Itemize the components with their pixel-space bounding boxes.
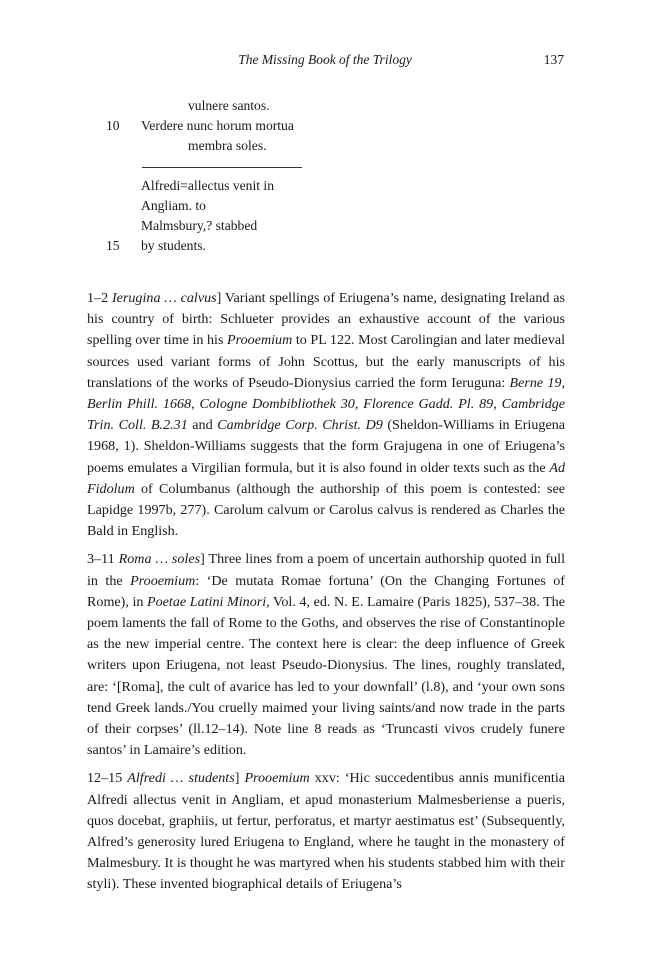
running-title: The Missing Book of the Trilogy	[238, 52, 412, 67]
note-text: ] Three lines from a poem of uncertain authorship quoted in full in the	[87, 551, 565, 589]
italic-text: Roma … soles	[118, 551, 201, 568]
italic-text: Prooemium	[227, 332, 293, 349]
page-number: 137	[543, 52, 564, 67]
poem-line-text: membra soles.	[188, 138, 267, 153]
commentary-note	[87, 768, 565, 895]
poem-line-text: Angliam. to	[141, 198, 206, 213]
note-text: ,	[561, 374, 565, 391]
note-text: 12–15	[87, 770, 128, 787]
note-text: to PL 122. Most Carolingian and later medieval sources used variant forms of John Scottus, but the early manuscripts of his translations of the works of Pseudo-Dionysius carried the form Ieruguna:	[87, 332, 566, 391]
poem-line-text: by students.	[141, 238, 206, 253]
italic-text: Berlin Phill. 1668	[87, 396, 192, 413]
note-text: (Sheldon-Williams in Eriugena 1968, 1). Sheldon-Williams suggests that the form Grajugena in one of Eriugena’s poems emulates a Virgilian formula, but it is also found in older texts such as the	[87, 417, 565, 476]
italic-text: Cambridge Corp. Christ. D9	[217, 417, 383, 434]
poem-line-text: Verdere nunc horum mortua	[141, 118, 294, 133]
poem-line-text: vulnere santos.	[188, 98, 270, 113]
italic-text: Berne 19	[509, 374, 562, 391]
italic-text: Cologne Dombibliothek 30	[199, 396, 355, 413]
note-text: : ‘De mutata Romae fortuna’ (On the Changing Fortunes of Rome), in	[87, 572, 565, 610]
poem-line	[0, 176, 650, 196]
note-text: ,	[354, 396, 364, 413]
note-text: 3–11	[87, 551, 119, 568]
poem-line	[0, 196, 650, 216]
note-text: ,	[493, 396, 502, 413]
line-number: 15	[106, 238, 120, 253]
divider-rule	[142, 167, 302, 168]
italic-text: Prooemium	[244, 770, 310, 787]
note-text: ]	[234, 770, 245, 787]
italic-text: Ierugina … calvus	[111, 290, 217, 306]
poem-line	[0, 136, 650, 156]
commentary-notes	[87, 288, 565, 903]
note-text: 1–2	[87, 290, 112, 306]
poem-line	[0, 96, 650, 116]
italic-text: Prooemium	[130, 572, 196, 589]
line-number: 10	[106, 118, 120, 133]
poem-line-text: Malmsbury,? stabbed	[141, 218, 258, 233]
note-text: , Vol. 4, ed. N. E. Lamaire (Paris 1825), 537–38. The poem laments the fall of Rome to the Goths, and observes the rise of Constantinople as the new imperial centre. The context here is clear: the deep influence of Greek writers upon Eriugena, not least Pseudo-Dionysius. The lines, roughly translated, are: ‘[Roma], the cult of avarice has led to your downfall’ (l.8), and ‘your own sons tend Greek lands./You cruelly maimed your living saints/and now trade in the parts of their corpses’ (ll.12–14). Note line 8 reads as ‘Truncasti vivos crudely funere santos’ in Lamaire’s edition.	[87, 593, 565, 759]
note-text: xxv: ‘Hic succedentibus annis munificentia Alfredi allectus venit in Angliam, et apud monasterium Malmesberiense a pueris, quos docebat, graphiis, ut fertur, perforatus, et martyr aestimatus est’ (Subsequently, Alfred’s generosity lured Eriugena to England, where he taught in the monastery of Malmesbury. It is thought he was martyred when his students stabbed him with their styli). These invented biographical details of Eriugena’s	[87, 770, 565, 893]
note-text: of Columbanus (although the authorship of this poem is contested: see Lapidge 1997b, 277). Carolum calvum or Carolus calvus is rendered as Charles the Bald in English.	[87, 480, 565, 540]
note-text: and	[187, 417, 218, 434]
commentary-note	[87, 549, 565, 761]
poem-line-text: Alfredi=allectus venit in	[141, 178, 274, 193]
poem-line	[0, 236, 650, 256]
italic-text: Alfredi … students	[127, 770, 235, 787]
poem-line	[0, 116, 650, 136]
commentary-note	[87, 288, 565, 542]
italic-text: Cambridge Trin. Coll. B.2.31	[87, 396, 566, 434]
note-text: ] Variant spellings of Eriugena’s name, designating Ireland as his country of birth: Schlueter provides an exhaustive account of the various spelling over time in his	[87, 290, 565, 349]
italic-text: Florence Gadd. Pl. 89	[363, 396, 494, 413]
italic-text: Poetae Latini Minori	[147, 593, 267, 610]
poem-line	[0, 216, 650, 236]
page-header	[0, 52, 650, 70]
note-text: ,	[191, 396, 200, 413]
italic-text: Ad Fidolum	[87, 459, 565, 497]
